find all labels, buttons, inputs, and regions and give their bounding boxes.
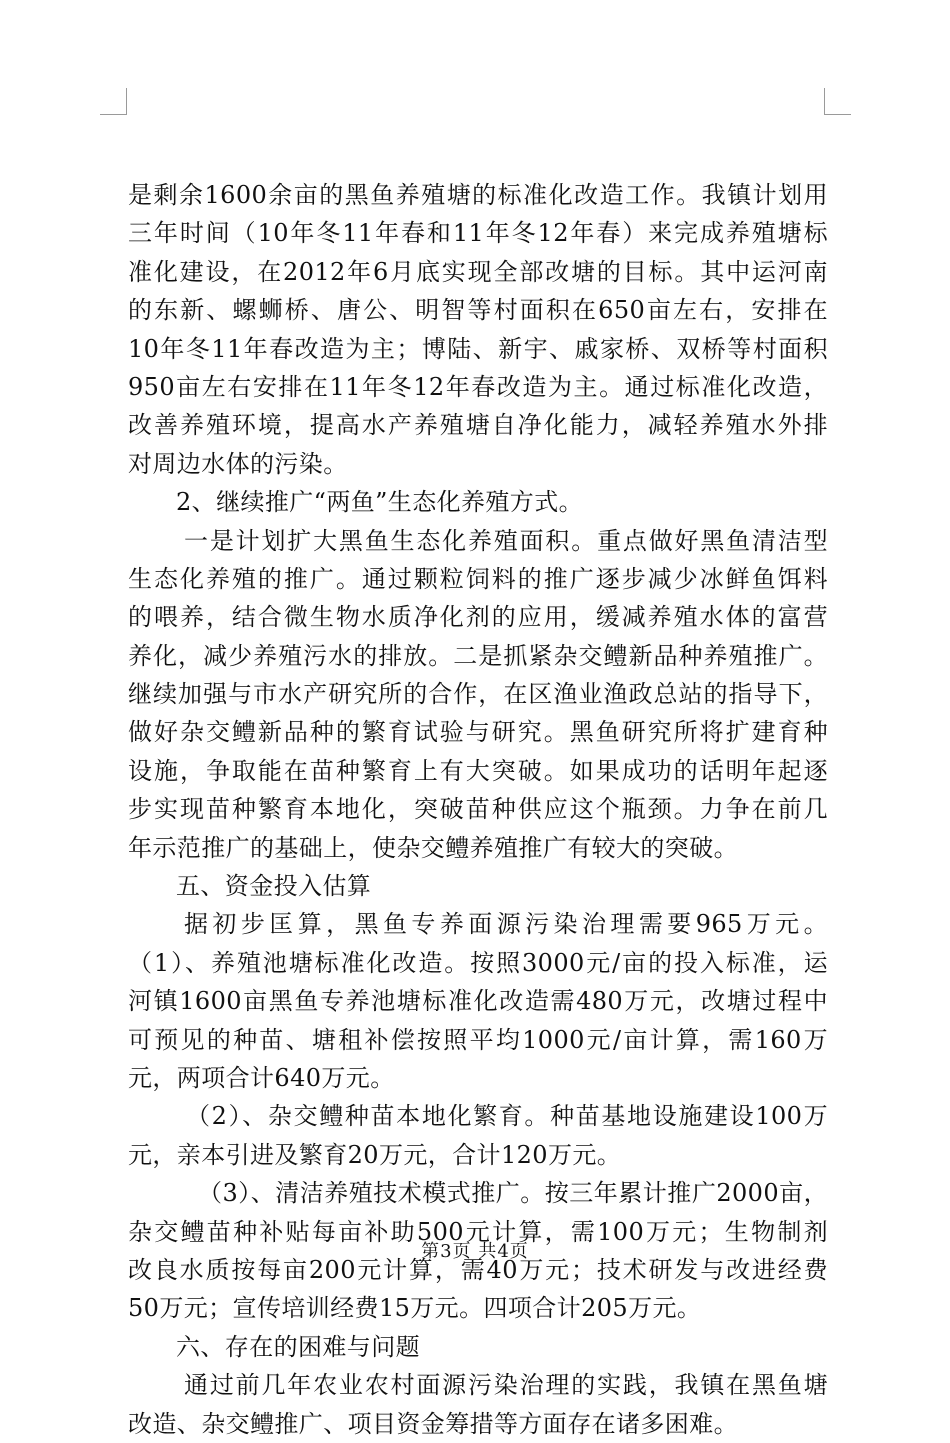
text-line: （2）、杂交鳢种苗本地化繁育。种苗基地设施建设100万 — [186, 1102, 828, 1131]
text-line: 养化，减少养殖污水的排放。二是抓紧杂交鳢新品种养殖推广。 — [128, 641, 828, 670]
text-line: 可预见的种苗、塘租补偿按照平均1000元/亩计算，需160万 — [128, 1025, 828, 1054]
text-line: 改造、杂交鳢推广、项目资金筹措等方面存在诸多困难。 — [128, 1409, 738, 1438]
text-line: 元，两项合计640万元。 — [128, 1063, 395, 1092]
crop-mark-top-left — [100, 88, 127, 115]
text-line: 10年冬11年春改造为主；博陆、新宇、戚家桥、双桥等村面积 — [128, 334, 828, 363]
text-line: 三年时间（10年冬11年春和11年冬12年春）来完成养殖塘标 — [128, 219, 828, 248]
text-line: 据初步匡算，黑鱼专养面源污染治理需要965万元。 — [184, 910, 828, 939]
crop-mark-top-right — [824, 88, 851, 115]
text-line: 杂交鳢苗种补贴每亩补助500元计算，需100万元；生物制剂 — [128, 1217, 828, 1246]
text-line: 一是计划扩大黑鱼生态化养殖面积。重点做好黑鱼清洁型 — [184, 526, 828, 555]
text-line: 是剩余1600余亩的黑鱼养殖塘的标准化改造工作。我镇计划用 — [128, 181, 828, 209]
text-line: 生态化养殖的推广。通过颗粒饲料的推广逐步减少冰鲜鱼饵料 — [128, 564, 828, 593]
section-heading: 五、资金投入估算 — [176, 872, 372, 901]
text-line: 元，亲本引进及繁育20万元，合计120万元。 — [128, 1140, 622, 1169]
text-line: 年示范推广的基础上，使杂交鳢养殖推广有较大的突破。 — [128, 833, 738, 862]
text-line: （3）、清洁养殖技术模式推广。按三年累计推广2000亩， — [198, 1179, 828, 1208]
text-line: 做好杂交鳢新品种的繁育试验与研究。黑鱼研究所将扩建育种 — [128, 718, 828, 747]
text-line: 改善养殖环境，提高水产养殖塘自净化能力，减轻养殖水外排 — [128, 411, 828, 440]
text-line: （1）、养殖池塘标准化改造。按照3000元/亩的投入标准，运 — [128, 948, 828, 977]
text-line: 对周边水体的污染。 — [128, 449, 348, 478]
text-line: 设施，争取能在苗种繁育上有大突破。如果成功的话明年起逐 — [128, 756, 828, 785]
text-line: 通过前几年农业农村面源污染治理的实践，我镇在黑鱼塘 — [184, 1371, 828, 1400]
text-line: 步实现苗种繁育本地化，突破苗种供应这个瓶颈。力争在前几 — [128, 795, 828, 824]
text-line: 准化建设，在2012年6月底实现全部改塘的目标。其中运河南 — [128, 257, 828, 286]
text-line: 河镇1600亩黑鱼专养池塘标准化改造需480万元，改塘过程中 — [128, 987, 828, 1016]
text-line: 50万元；宣传培训经费15万元。四项合计205万元。 — [128, 1294, 702, 1323]
text-line: 继续加强与市水产研究所的合作，在区渔业渔政总站的指导下， — [128, 680, 828, 709]
text-line: 950亩左右安排在11年冬12年春改造为主。通过标准化改造， — [128, 372, 828, 401]
section-heading: 2、继续推广“两鱼”生态化养殖方式。 — [176, 488, 584, 517]
text-line: 改良水质按每亩200元计算，需40万元；技术研发与改进经费 — [128, 1255, 828, 1284]
text-line: 的东新、螺蛳桥、唐公、明智等村面积在650亩左右，安排在 — [128, 296, 828, 325]
section-heading: 六、存在的困难与问题 — [176, 1332, 420, 1361]
text-line: 的喂养，结合微生物水质净化剂的应用，缓减养殖水体的富营 — [128, 603, 828, 632]
page-number-footer: 第3页 共4页 — [421, 1241, 529, 1262]
